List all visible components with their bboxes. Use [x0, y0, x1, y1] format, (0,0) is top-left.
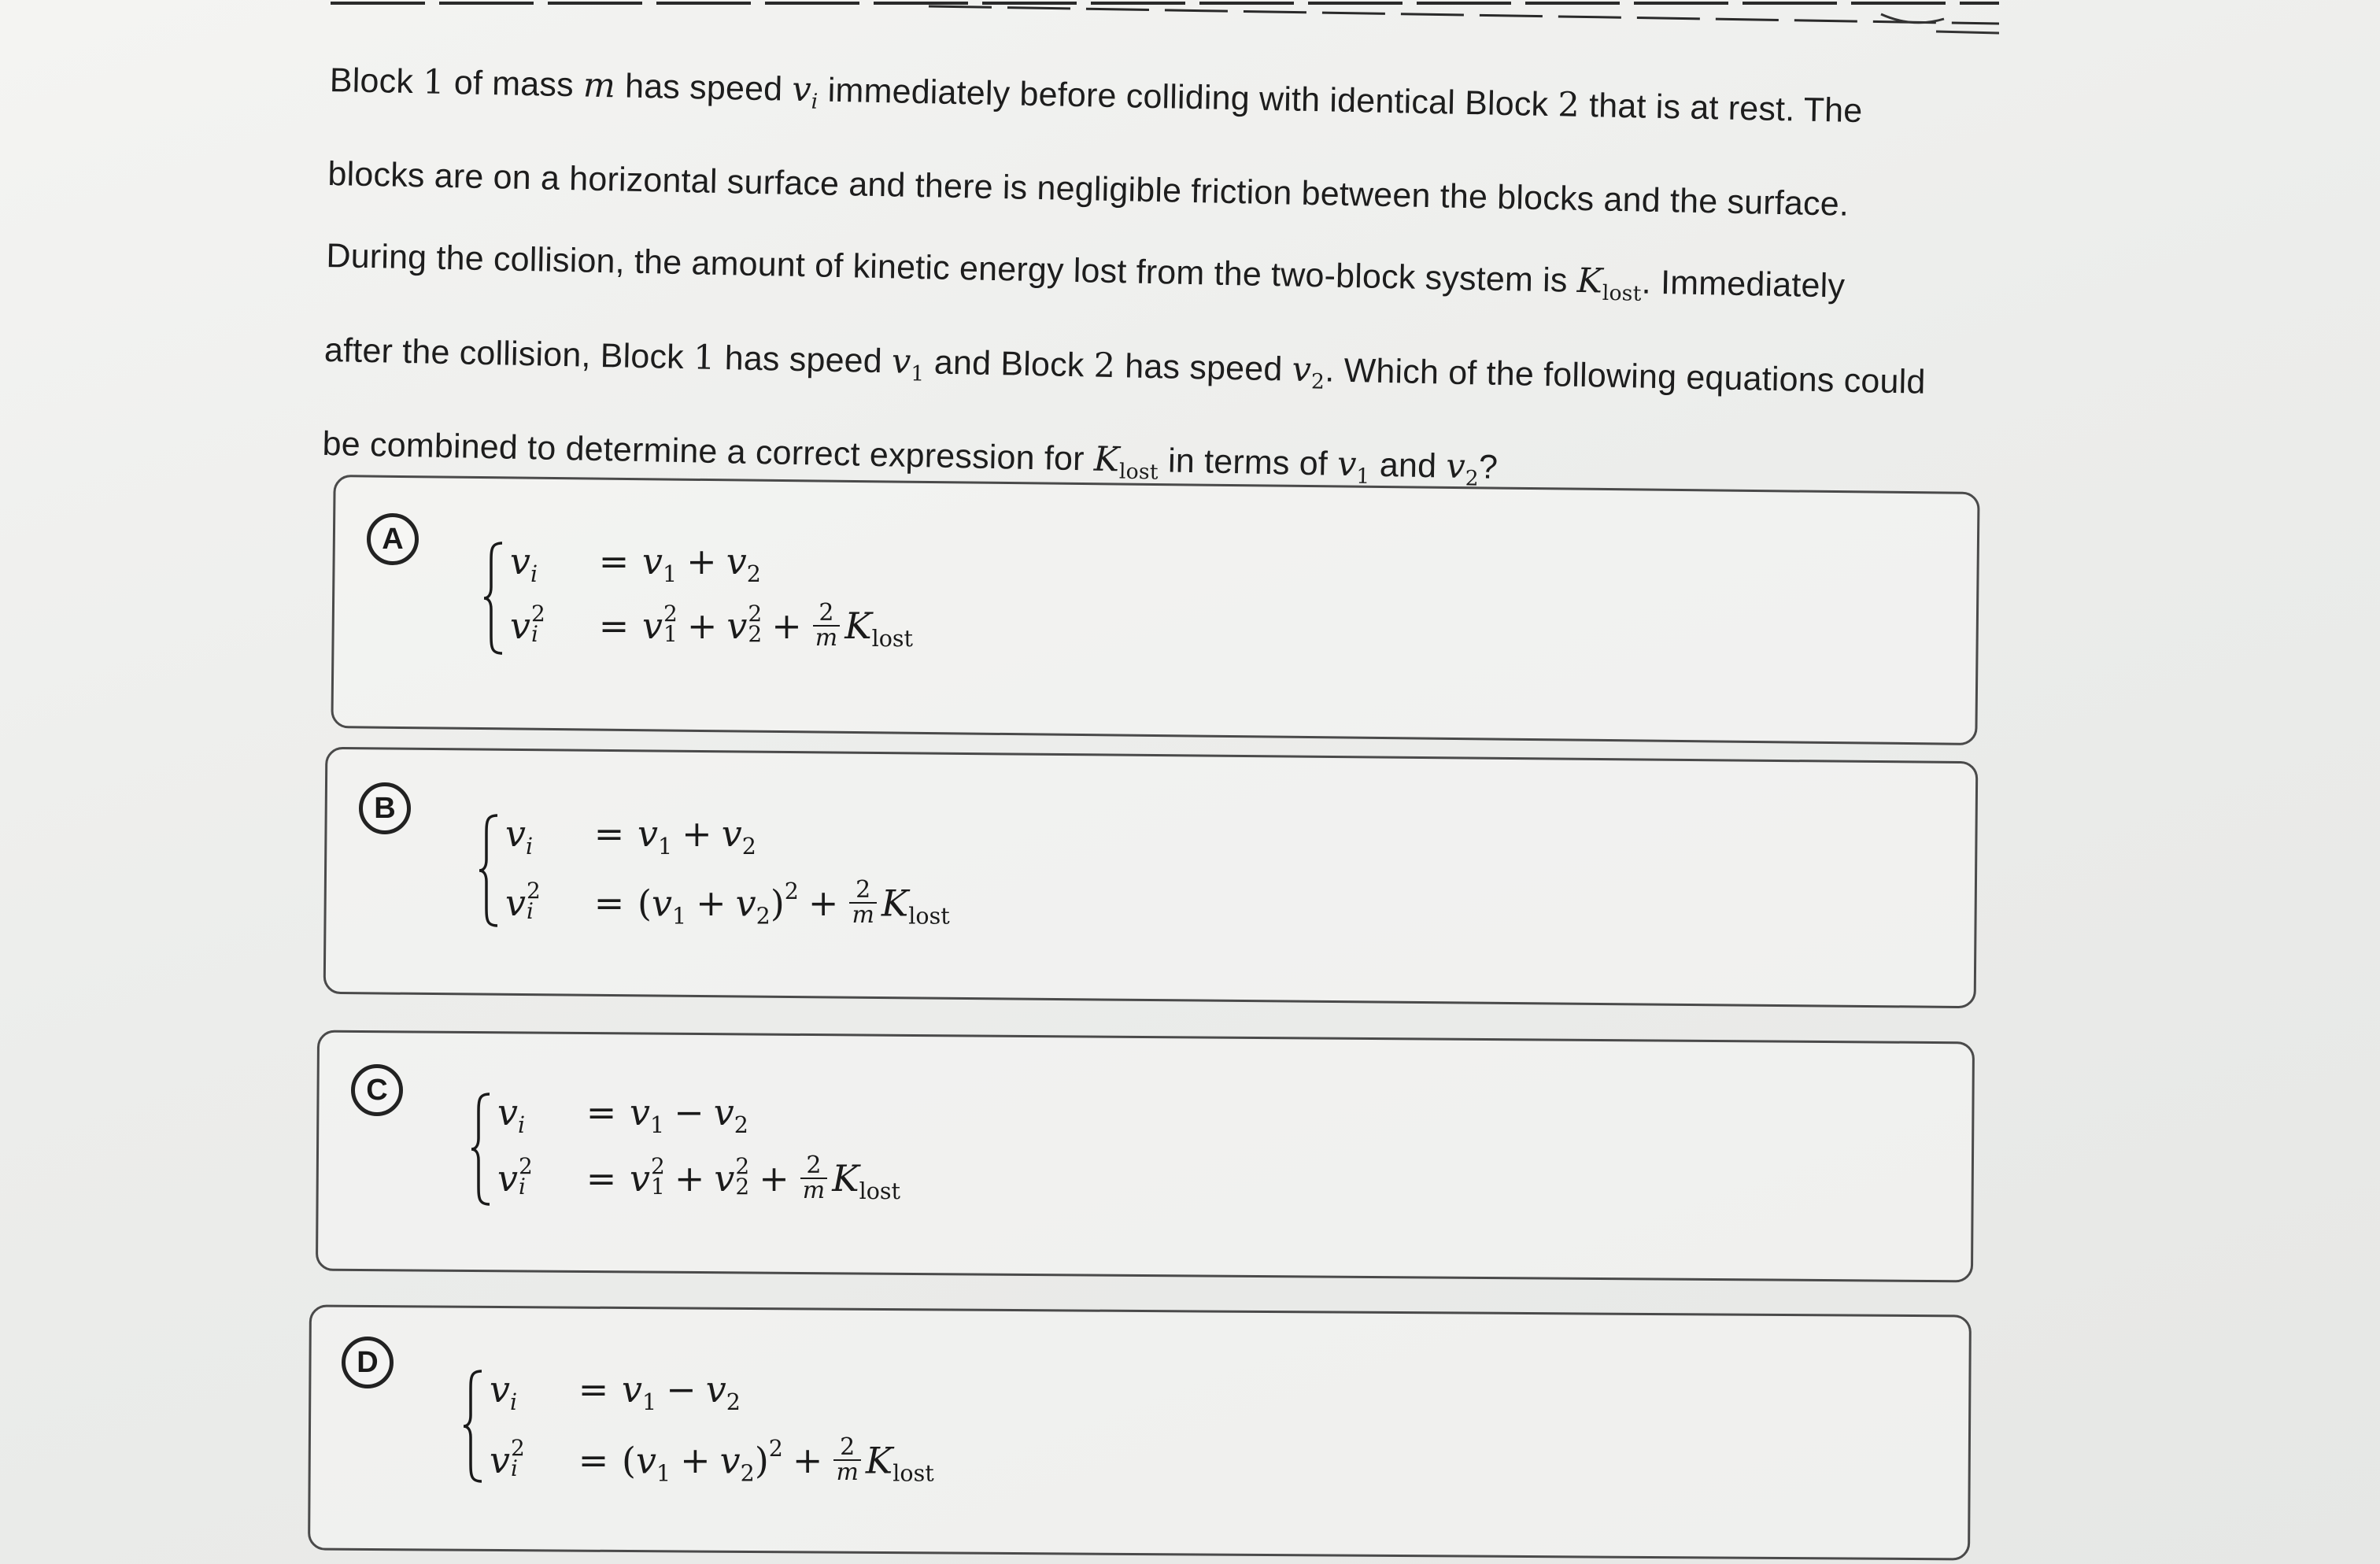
- choice-letter-c[interactable]: C: [351, 1064, 403, 1116]
- question-line-5: be combined to determine a correct expression for $K_{lost}$ in terms of $v_1$ and $v_2$?: [322, 424, 1499, 491]
- equation-b-2: v 2 i = $(v_1 + v_2)^2$ + $\frac{2}{m}$ $K_{lost}$: [505, 876, 950, 930]
- brace-icon: [482, 540, 505, 656]
- question-line-4: after the collision, Block 1 has speed $v_1$ and Block 2 has speed $v_2$. Which of the following equations could: [323, 331, 1927, 401]
- equation-c-2: v 2 i = v 2 1 + v 2 2 + $\frac{2}{m}$ $K_{lost}$: [497, 1152, 900, 1204]
- answer-choice-d[interactable]: [308, 1305, 1972, 1561]
- choice-letter-b[interactable]: B: [359, 782, 411, 834]
- equation-a-1: $v_i = v_1 + v_2$: [510, 540, 761, 587]
- question-line-1: Block 1 of mass m has speed $v_i$ immediately before colliding with identical Block 2 that is at rest. The: [329, 61, 1863, 131]
- brace-icon: [477, 812, 501, 929]
- equation-c-1: $v_i = v_1 - v_2$: [497, 1091, 748, 1138]
- equation-b-1: $v_i = v_1 + v_2$: [505, 812, 756, 860]
- choice-letter-a[interactable]: A: [367, 513, 419, 565]
- choice-letter-d[interactable]: D: [342, 1337, 394, 1388]
- brace-icon: [469, 1091, 493, 1207]
- equation-d-2: v 2 i = $(v_1 + v_2)^2$ + $\frac{2}{m}$ $K_{lost}$: [490, 1433, 934, 1487]
- brace-icon: [461, 1368, 485, 1485]
- equation-d-1: $v_i = v_1 - v_2$: [490, 1368, 741, 1415]
- answer-choice-c[interactable]: [316, 1030, 1975, 1283]
- question-line-2: blocks are on a horizontal surface and there is negligible friction between the blocks and the surface.: [327, 155, 1850, 224]
- question-text: [321, 39, 1998, 531]
- equation-a-2: v 2 i = v 2 1 + v 2 2 + $\frac{2}{m}$ $K_{lost}$: [510, 599, 913, 652]
- answer-choice-b[interactable]: [323, 747, 1979, 1008]
- question-line-3: During the collision, the amount of kinetic energy lost from the two-block system is $K_{lost}$. Immediately: [325, 237, 1846, 307]
